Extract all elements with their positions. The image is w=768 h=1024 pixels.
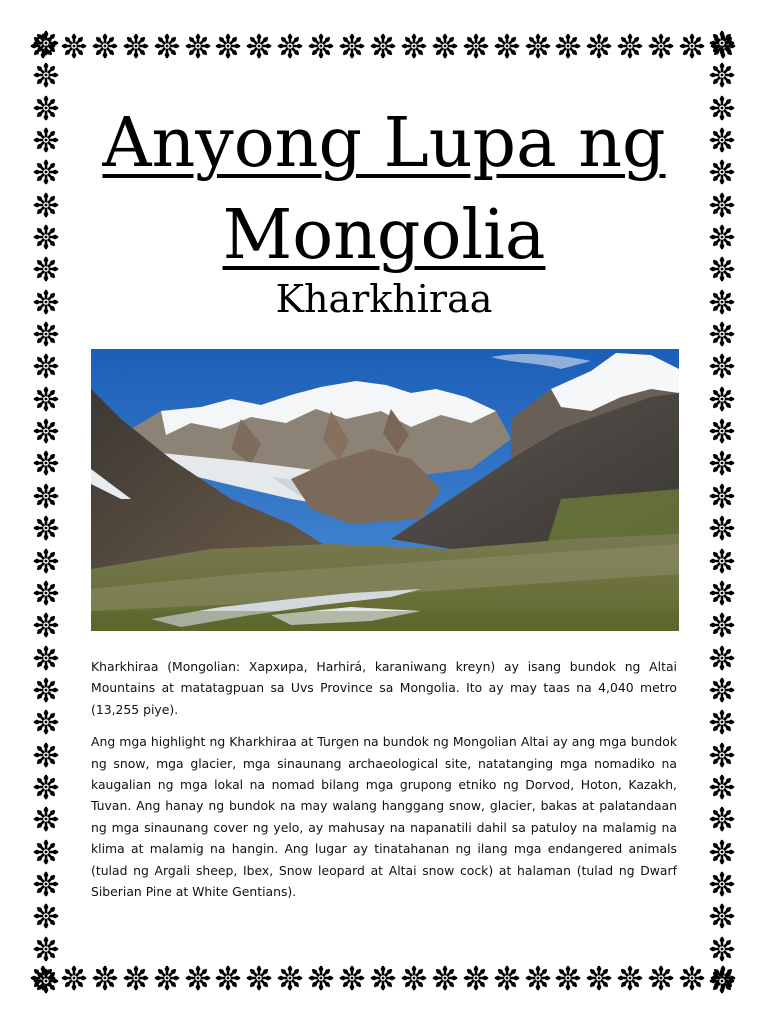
asterisk-flower-icon [33,936,59,962]
asterisk-flower-icon [123,33,149,59]
asterisk-flower-icon [33,742,59,768]
asterisk-flower-icon [586,33,612,59]
asterisk-flower-icon [185,965,211,991]
asterisk-flower-icon [33,30,59,56]
asterisk-flower-icon [709,968,735,994]
border-bottom [30,962,736,994]
asterisk-flower-icon [709,742,735,768]
asterisk-flower-icon [709,127,735,153]
asterisk-flower-icon [709,159,735,185]
border-top [30,30,736,62]
asterisk-flower-icon [709,871,735,897]
asterisk-flower-icon [709,839,735,865]
asterisk-flower-icon [370,965,396,991]
asterisk-flower-icon [709,548,735,574]
asterisk-flower-icon [525,965,551,991]
title-line-2: Mongolia [222,196,546,275]
asterisk-flower-icon [246,33,272,59]
asterisk-flower-icon [33,386,59,412]
asterisk-flower-icon [33,289,59,315]
asterisk-flower-icon [33,256,59,282]
asterisk-flower-icon [33,839,59,865]
paragraph-1: Kharkhiraa (Mongolian: Хархира, Harhirá, karaniwang kreyn) ay isang bundok ng Altai Mountains at matatagpuan sa Uvs Province sa Mongolia. Ito ay may taas na 4,040 metro (13,255 piye). [91,659,677,717]
asterisk-flower-icon [401,33,427,59]
asterisk-flower-icon [709,903,735,929]
asterisk-flower-icon [617,33,643,59]
asterisk-flower-icon [339,33,365,59]
asterisk-flower-icon [33,677,59,703]
asterisk-flower-icon [33,192,59,218]
asterisk-flower-icon [33,774,59,800]
asterisk-flower-icon [33,159,59,185]
asterisk-flower-icon [92,965,118,991]
asterisk-flower-icon [586,965,612,991]
asterisk-flower-icon [33,450,59,476]
asterisk-flower-icon [33,127,59,153]
asterisk-flower-icon [494,33,520,59]
asterisk-flower-icon [277,965,303,991]
title-line-1: Anyong Lupa ng [102,104,666,183]
asterisk-flower-icon [33,580,59,606]
asterisk-flower-icon [709,192,735,218]
asterisk-flower-icon [648,965,674,991]
asterisk-flower-icon [154,33,180,59]
asterisk-flower-icon [709,515,735,541]
asterisk-flower-icon [185,33,211,59]
asterisk-flower-icon [709,806,735,832]
asterisk-flower-icon [525,33,551,59]
page-title [90,98,678,282]
asterisk-flower-icon [709,62,735,88]
asterisk-flower-icon [709,936,735,962]
asterisk-flower-icon [33,321,59,347]
page-subtitle: Kharkhiraa [275,277,493,321]
asterisk-flower-icon [617,965,643,991]
asterisk-flower-icon [33,806,59,832]
asterisk-flower-icon [33,515,59,541]
asterisk-flower-icon [308,965,334,991]
asterisk-flower-icon [709,645,735,671]
asterisk-flower-icon [308,33,334,59]
body-text [91,656,677,913]
asterisk-flower-icon [463,965,489,991]
asterisk-flower-icon [709,483,735,509]
border-left [30,30,62,994]
asterisk-flower-icon [339,965,365,991]
asterisk-flower-icon [33,871,59,897]
asterisk-flower-icon [33,224,59,250]
asterisk-flower-icon [61,33,87,59]
asterisk-flower-icon [33,548,59,574]
asterisk-flower-icon [33,968,59,994]
asterisk-flower-icon [709,30,735,56]
asterisk-flower-icon [709,321,735,347]
asterisk-flower-icon [33,483,59,509]
asterisk-flower-icon [33,62,59,88]
asterisk-flower-icon [679,965,705,991]
asterisk-flower-icon [246,965,272,991]
asterisk-flower-icon [432,33,458,59]
asterisk-flower-icon [277,33,303,59]
asterisk-flower-icon [648,33,674,59]
asterisk-flower-icon [154,965,180,991]
asterisk-flower-icon [709,95,735,121]
asterisk-flower-icon [61,965,87,991]
asterisk-flower-icon [33,612,59,638]
asterisk-flower-icon [215,965,241,991]
asterisk-flower-icon [709,677,735,703]
asterisk-flower-icon [555,965,581,991]
border-right [706,30,738,994]
asterisk-flower-icon [33,903,59,929]
asterisk-flower-icon [401,965,427,991]
asterisk-flower-icon [679,33,705,59]
asterisk-flower-icon [709,580,735,606]
asterisk-flower-icon [709,774,735,800]
asterisk-flower-icon [494,965,520,991]
asterisk-flower-icon [215,33,241,59]
asterisk-flower-icon [709,612,735,638]
paragraph-2: Ang mga highlight ng Kharkhiraa at Turgen na bundok ng Mongolian Altai ay ang mga bundok ng snow, mga glacier, mga sinaunang archaeological site, natatanging mga nomadiko na kaugalian ng mga lokal na nomad bilang mga grupong etniko ng Dorvod, Hoton, Kazakh, Tuvan. Ang hanay ng bundok na may walang hanggang snow, glacier, bakas at palatandaan ng mga sinaunang cover ng yelo, ay mahusay na napanatili dahil sa patuloy na malamig na klima at malamig na hangin. Ang lugar ay tinatahanan ng ilang mga endangered animals (tulad ng Argali sheep, Ibex, Snow leopard at Altai snow cock) at halaman (tulad ng Dwarf Siberian Pine at White Gentians). [91,734,677,900]
asterisk-flower-icon [92,33,118,59]
asterisk-flower-icon [709,450,735,476]
asterisk-flower-icon [709,418,735,444]
asterisk-flower-icon [709,709,735,735]
asterisk-flower-icon [33,353,59,379]
asterisk-flower-icon [709,224,735,250]
asterisk-flower-icon [33,645,59,671]
asterisk-flower-icon [432,965,458,991]
asterisk-flower-icon [123,965,149,991]
mountain-landscape-photo [91,349,679,631]
asterisk-flower-icon [33,418,59,444]
asterisk-flower-icon [709,256,735,282]
asterisk-flower-icon [555,33,581,59]
asterisk-flower-icon [33,95,59,121]
asterisk-flower-icon [709,353,735,379]
asterisk-flower-icon [463,33,489,59]
asterisk-flower-icon [370,33,396,59]
asterisk-flower-icon [33,709,59,735]
asterisk-flower-icon [709,289,735,315]
asterisk-flower-icon [709,386,735,412]
